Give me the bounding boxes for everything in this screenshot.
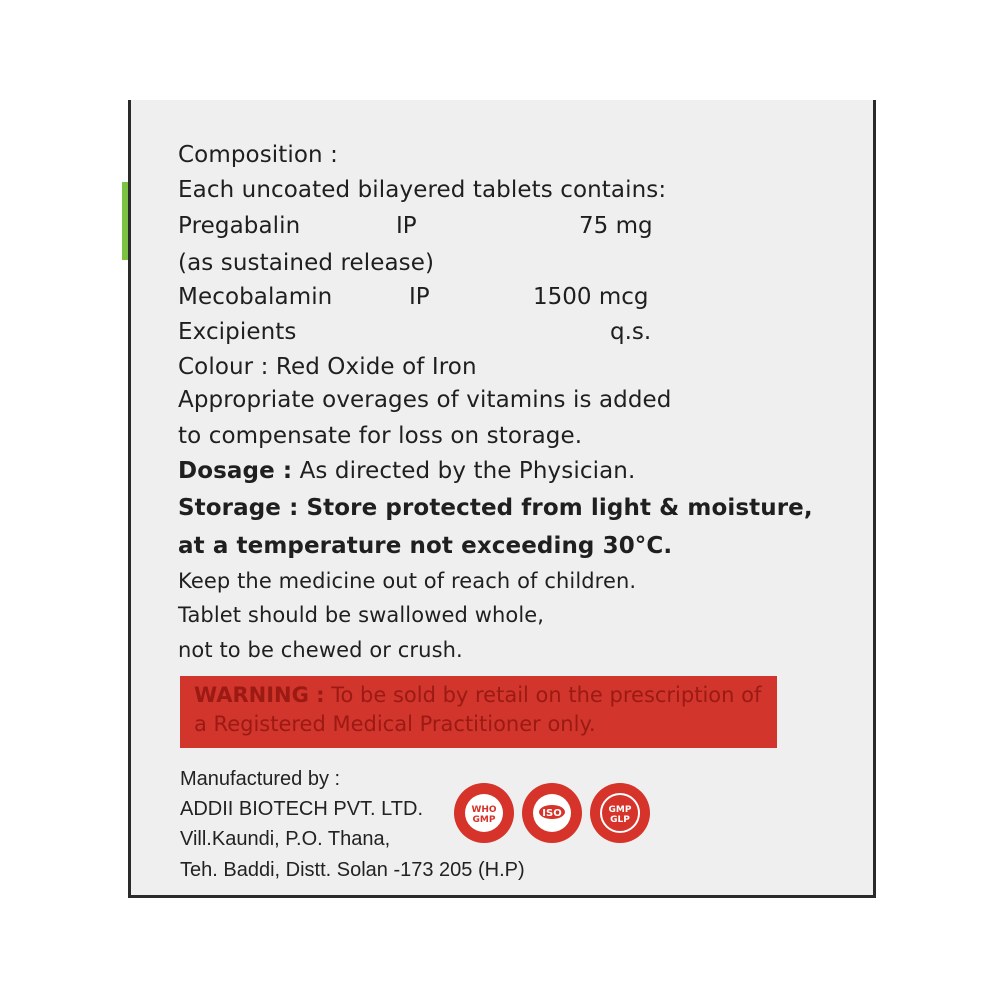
svg-text:ISO: ISO <box>542 808 562 819</box>
dosage-line <box>178 457 635 485</box>
manufacturer-address-2: Teh. Baddi, Distt. Solan -173 205 (H.P) <box>180 859 525 881</box>
gmp-glp-seal-icon <box>588 781 652 845</box>
iso-seal-icon <box>520 781 584 845</box>
composition-intro: Each uncoated bilayered tablets contains: <box>178 177 667 203</box>
ingredient-standard: IP <box>396 213 417 239</box>
svg-text:GMP: GMP <box>472 815 496 825</box>
instruction-line: Keep the medicine out of reach of children. <box>178 569 637 593</box>
ingredient-name: Pregabalin <box>178 213 301 239</box>
overages-line-2: to compensate for loss on storage. <box>178 423 583 449</box>
manufacturer-address-1: Vill.Kaundi, P.O. Thana, <box>180 828 391 850</box>
manufacturer-name: ADDII BIOTECH PVT. LTD. <box>180 798 423 820</box>
svg-text:GMP: GMP <box>608 805 632 815</box>
storage-line-2: at a temperature not exceeding 30°C. <box>178 533 673 559</box>
ingredient-amount: 1500 mcg <box>533 284 649 310</box>
storage-line-1: Storage : Store protected from light & moisture, <box>178 495 813 521</box>
ingredient-name: Mecobalamin <box>178 284 333 310</box>
ingredient-amount: q.s. <box>610 319 652 345</box>
svg-text:WHO: WHO <box>471 805 497 815</box>
composition-heading: Composition : <box>178 142 338 168</box>
ingredient-name: Excipients <box>178 319 297 345</box>
green-edge-stripe <box>122 182 128 260</box>
manufacturer-label: Manufactured by : <box>180 768 341 790</box>
ingredient-note: (as sustained release) <box>178 250 435 276</box>
overages-line-1: Appropriate overages of vitamins is added <box>178 387 672 413</box>
colour-line: Colour : Red Oxide of Iron <box>178 354 477 380</box>
instruction-line: not to be chewed or crush. <box>178 638 463 662</box>
ingredient-amount: 75 mg <box>579 213 653 239</box>
who-gmp-seal-icon <box>452 781 516 845</box>
svg-text:GLP: GLP <box>610 815 630 825</box>
warning-box <box>180 676 777 748</box>
dosage-text: As directed by the Physician. <box>292 458 636 484</box>
warning-line-2: a Registered Medical Practitioner only. <box>194 712 596 736</box>
warning-text-1: To be sold by retail on the prescription of <box>324 683 762 707</box>
warning-label: WARNING : <box>194 683 325 707</box>
instruction-line: Tablet should be swallowed whole, <box>178 603 545 627</box>
dosage-label: Dosage : <box>178 458 293 484</box>
warning-line-1 <box>194 681 767 710</box>
ingredient-standard: IP <box>409 284 430 310</box>
